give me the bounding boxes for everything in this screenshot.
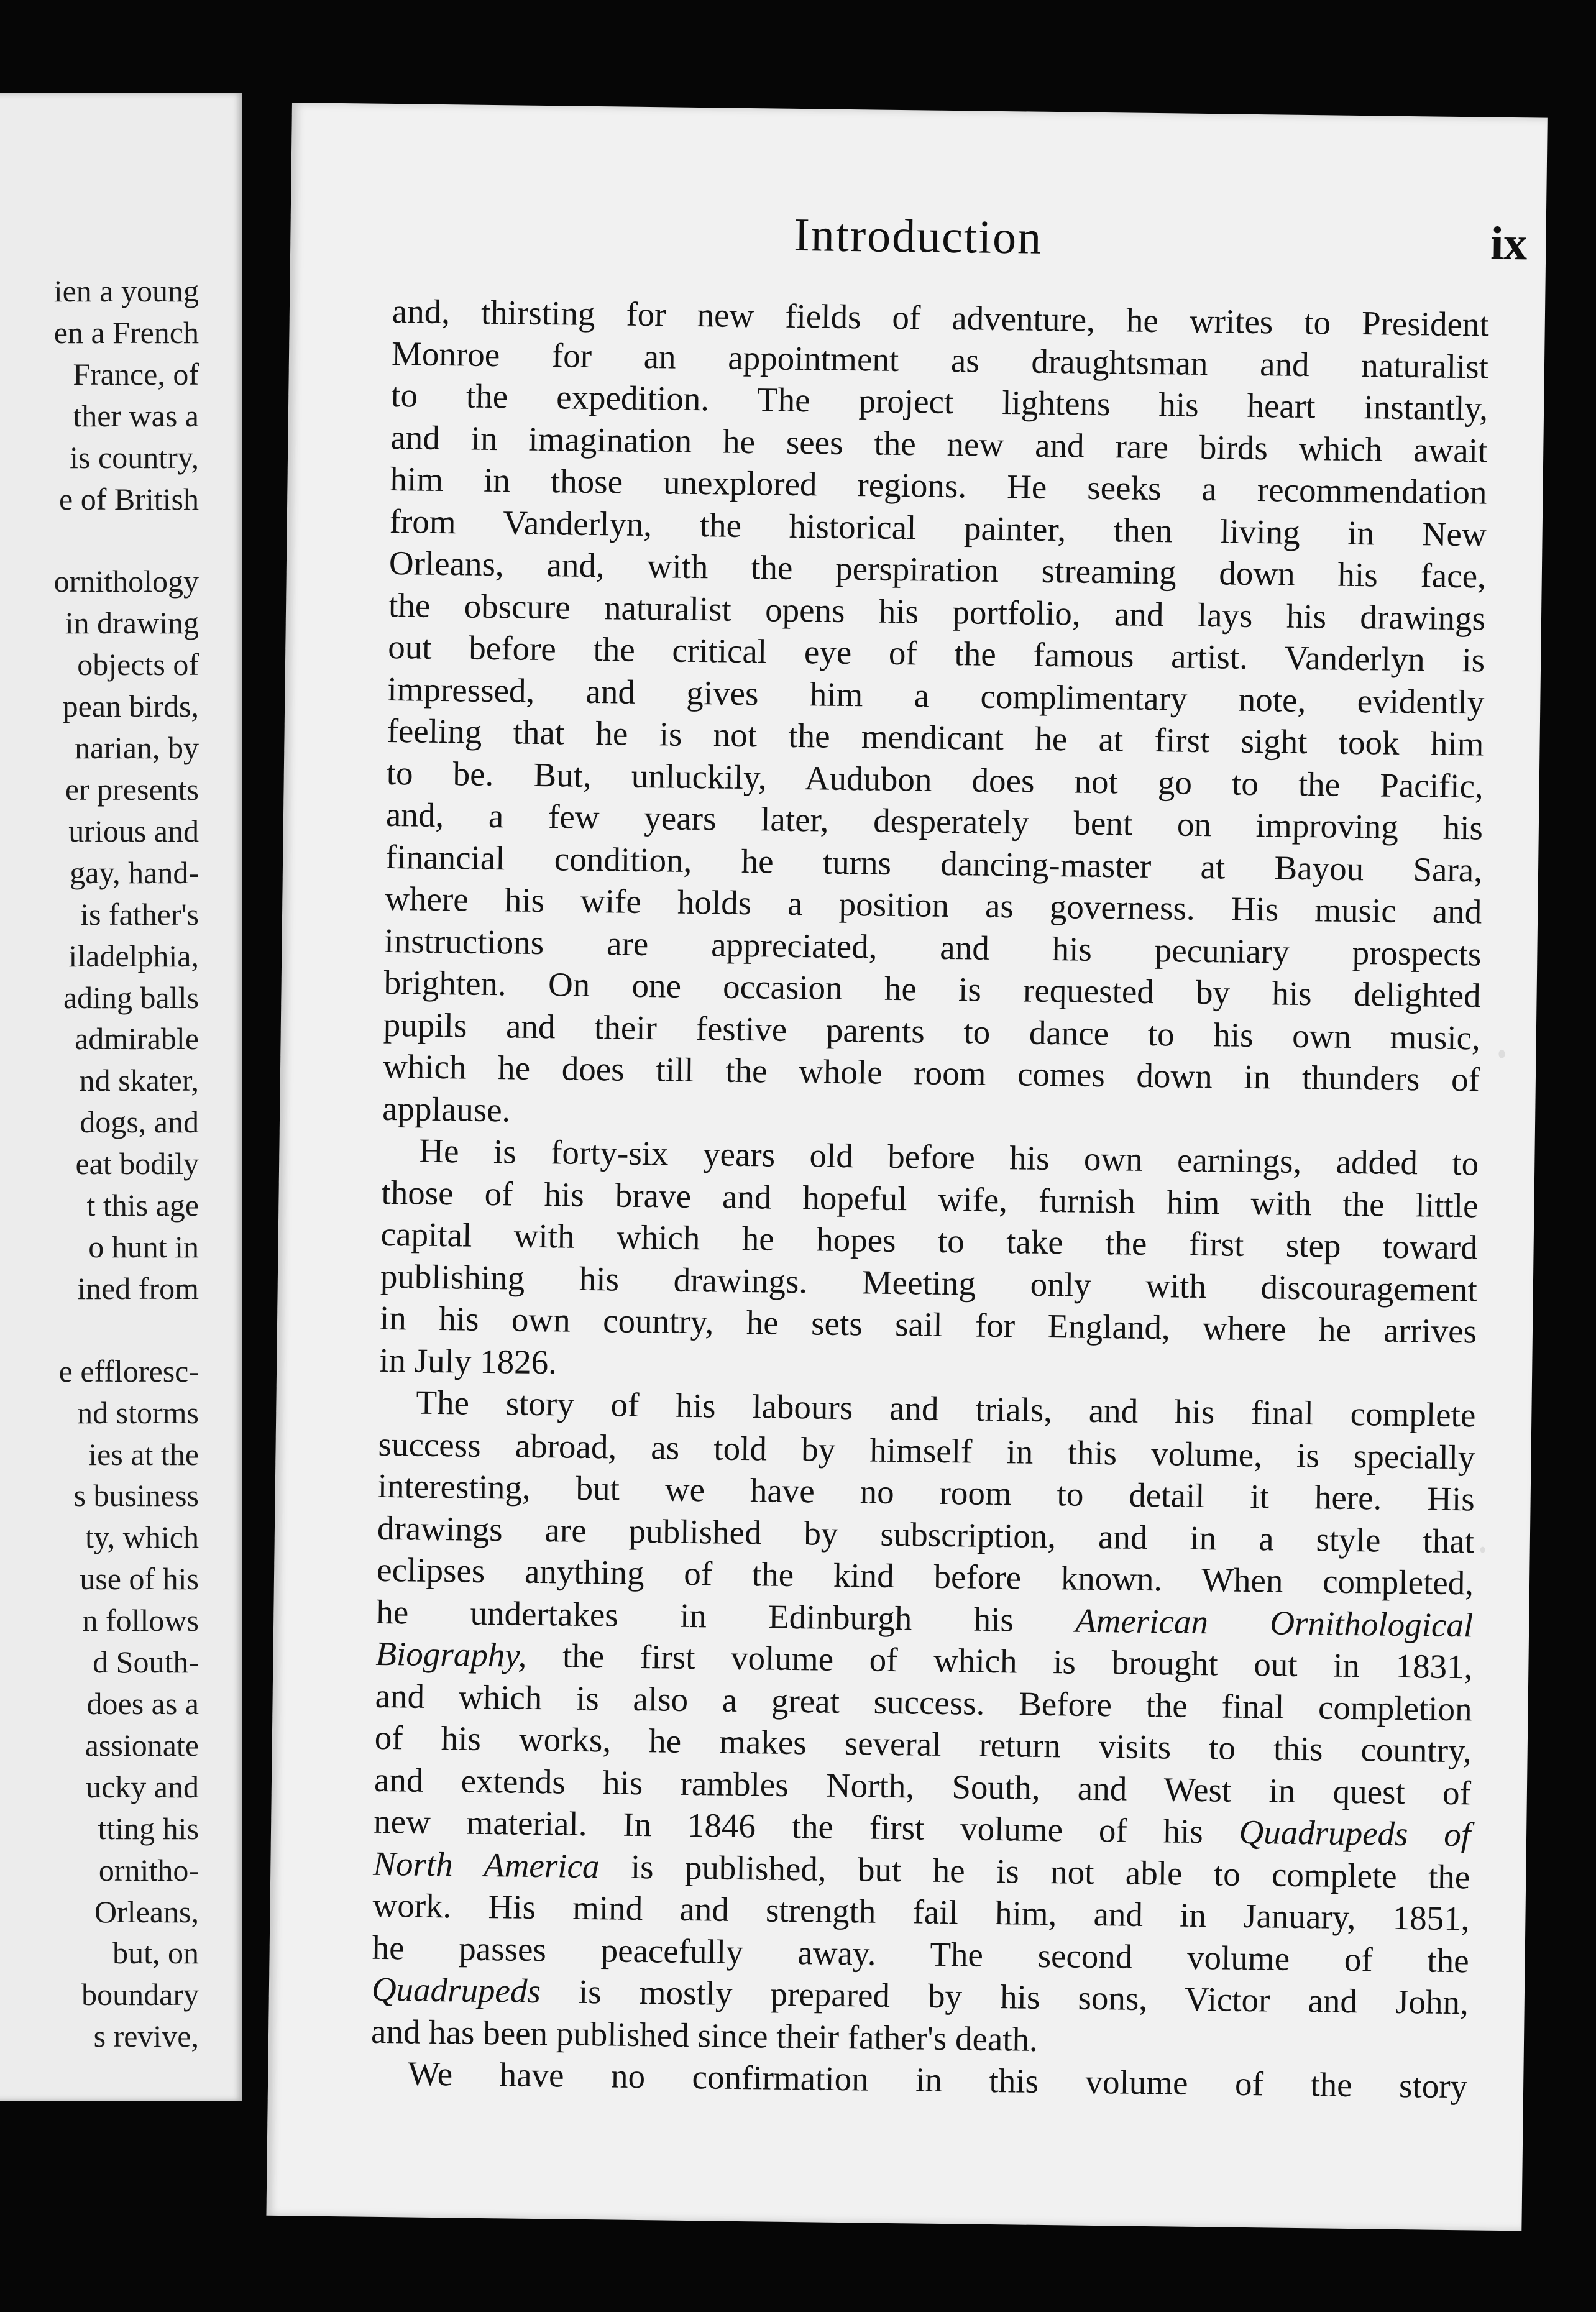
left-line: ading balls	[63, 979, 199, 1015]
italic-title: Quadrupeds	[371, 1970, 541, 2011]
text-line: and which is also a great success. Before the final completion	[375, 1676, 1472, 1728]
left-line: in drawing	[65, 605, 199, 641]
left-line: gay, hand-	[70, 855, 199, 890]
text-line: success abroad, as told by himself in this volume, is specially	[378, 1424, 1475, 1476]
page-number: ix	[1490, 217, 1528, 270]
text-line: of his works, he makes several return visits to this country,	[374, 1718, 1472, 1770]
left-line: ies at the	[88, 1436, 199, 1472]
text-line: the obscure naturalist opens his portfolio, and lays his drawings	[388, 585, 1486, 638]
text-line: applause.	[382, 1089, 511, 1129]
text-line: out before the critical eye of the famous artist. Vanderlyn is	[387, 627, 1485, 679]
text-line: impressed, and gives him a complimentary note, evidently	[387, 669, 1485, 722]
left-line: admirable	[75, 1021, 199, 1057]
text-line: to be. But, unluckily, Audubon does not go to the Pacific,	[386, 753, 1484, 805]
section-title: Introduction	[793, 208, 1043, 264]
text-line: from Vanderlyn, the historical painter, then living in New	[389, 502, 1487, 554]
left-line: nd storms	[77, 1395, 199, 1430]
text-line: Monroe for an appointment as draughtsman and naturalist	[391, 334, 1489, 386]
left-line: n follows	[82, 1603, 199, 1638]
text-line: feeling that he is not the mendicant he at first sight took him	[387, 711, 1484, 763]
text-line: in July 1826.	[378, 1341, 557, 1381]
left-line: but, on	[112, 1935, 199, 1971]
left-line: e effloresc-	[58, 1353, 199, 1388]
left-line: ined from	[77, 1270, 199, 1306]
left-line: ty, which	[85, 1520, 199, 1555]
text-line: brighten. On one occasion he is requested by his delighted	[383, 963, 1481, 1015]
left-line: Orleans,	[94, 1894, 199, 1929]
text-line: where his wife holds a position as governess. His music and	[384, 879, 1482, 931]
left-line: d South-	[93, 1645, 199, 1680]
text-line: him in those unexplored regions. He seeks a recommendation	[390, 459, 1487, 511]
left-line: is father's	[80, 896, 199, 932]
left-line: is country,	[70, 439, 199, 475]
text-line: and extends his rambles North, South, and West in quest of	[374, 1760, 1472, 1812]
left-line: ther was a	[73, 398, 199, 433]
text-line: which he does till the whole room comes down in thunders of	[382, 1047, 1480, 1099]
text-line: to the expedition. The project lightens his heart instantly,	[390, 375, 1488, 428]
text-line: He is forty-six years old before his own earnings, added to	[419, 1131, 1479, 1183]
text-line: instructions are appreciated, and his pecuniary prospects	[384, 921, 1482, 973]
italic-title: American Ornithological	[1075, 1601, 1474, 1644]
left-line: nd skater,	[79, 1063, 199, 1098]
paper-speck	[1480, 1547, 1485, 1553]
left-line: pean birds,	[62, 689, 199, 724]
text-line: We have no confirmation in this volume of the story	[407, 2054, 1468, 2106]
text-line: Orleans, and, with the perspiration streaming down his face,	[388, 543, 1487, 595]
left-line: use of his	[80, 1561, 199, 1597]
text-line: and, thirsting for new fields of adventure, he writes to President	[392, 291, 1490, 344]
right-page	[266, 103, 1547, 2231]
left-line: t this age	[86, 1188, 199, 1223]
italic-title: Quadrupeds of	[1239, 1812, 1471, 1854]
text-fragment: the first volume of which is brought out in 1831,	[562, 1636, 1473, 1686]
left-line: ien a young	[53, 273, 199, 308]
left-line: ornithology	[53, 564, 199, 599]
left-line: France, of	[73, 356, 199, 392]
text-fragment: he undertakes in Edinburgh his	[375, 1592, 1014, 1638]
left-line: e of British	[59, 481, 199, 516]
left-line: boundary	[81, 1977, 199, 2012]
text-line: The story of his labours and trials, and his final complete	[416, 1383, 1476, 1434]
text-line: pupils and their festive parents to dance to his own music,	[383, 1005, 1481, 1057]
text-line: he passes peacefully away. The second volume of the	[372, 1928, 1469, 1979]
left-line: does as a	[86, 1686, 199, 1721]
text-line: drawings are published by subscription, and in a style that	[377, 1508, 1475, 1560]
text-fragment: is published, but he is not able to complete the	[630, 1847, 1470, 1896]
text-line: publishing his drawings. Meeting only with discouragement	[380, 1257, 1478, 1308]
left-line: en a French	[53, 314, 199, 350]
text-fragment: new material. In 1846 the first volume of his	[373, 1802, 1204, 1851]
text-line: and, a few years later, desperately bent on improving his	[385, 795, 1484, 847]
text-line: work. His mind and strength fail him, and in January, 1851,	[372, 1886, 1470, 1938]
text-line: in his own country, he sets sail for England, where he arrives	[379, 1298, 1477, 1351]
italic-title: Biography,	[375, 1634, 527, 1674]
left-page	[0, 93, 242, 2101]
left-line: urious and	[68, 813, 199, 848]
left-line: ucky and	[86, 1769, 199, 1804]
left-line: o hunt in	[88, 1229, 199, 1264]
text-line: and has been published since their father's death.	[370, 2012, 1039, 2058]
left-line: narian, by	[75, 730, 199, 766]
italic-title: North America	[373, 1844, 600, 1885]
left-line: dogs, and	[80, 1104, 199, 1140]
left-line: s business	[73, 1478, 199, 1513]
text-line: eclipses anything of the kind before known. When completed,	[376, 1550, 1474, 1602]
text-line: and in imagination he sees the new and rare birds which await	[390, 418, 1488, 470]
left-line: eat bodily	[75, 1146, 199, 1181]
left-line: iladelphia,	[68, 938, 199, 973]
text-fragment: is mostly prepared by his sons, Victor and John,	[578, 1972, 1469, 2022]
text-line: capital with which he hopes to take the first step toward	[380, 1214, 1479, 1267]
left-line: er presents	[65, 771, 199, 807]
text-line: financial condition, he turns dancing-master at Bayou Sara,	[385, 837, 1483, 889]
left-line: tting his	[98, 1810, 199, 1846]
left-page-text	[0, 270, 199, 2057]
body-text	[370, 290, 1489, 2108]
left-line: ornitho-	[98, 1852, 199, 1888]
left-line: s revive,	[93, 2019, 199, 2054]
paper-speck	[1498, 1050, 1505, 1058]
text-line: those of his brave and hopeful wife, furnish him with the little	[381, 1173, 1479, 1224]
text-line: interesting, but we have no room to detail it here. His	[377, 1466, 1475, 1518]
left-line: assionate	[85, 1727, 199, 1763]
left-line: objects of	[77, 647, 199, 682]
running-head	[290, 202, 1546, 280]
